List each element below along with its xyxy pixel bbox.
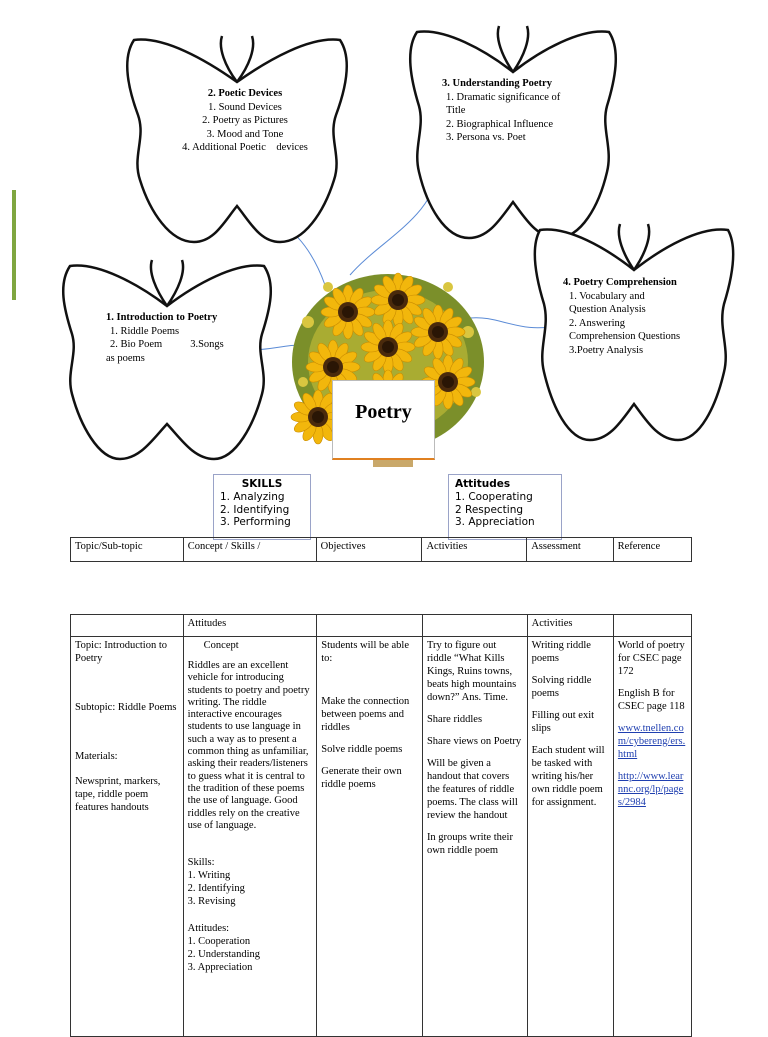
concept-title: Concept — [203, 640, 239, 651]
poetry-title-box — [332, 380, 435, 460]
concept-text: Riddles are an excellent vehicle for introducing students to poetry and poetry writing. The riddle interactive encourages students to use language in such a way as to present a common thing as unfamiliar, asking their readers/listeners to guess what it is central to the tradition of these poems the use of language. Good riddles rely on the creative use of language. — [187, 660, 310, 831]
skills-item: 1. Analyzing — [220, 490, 285, 503]
butterfly-item: 1. Sound Devices — [208, 101, 282, 113]
skill-item: 1. Writing — [187, 870, 231, 882]
reference-item: English B for CSEC page 118 — [617, 688, 685, 712]
skills-item: 3. Performing — [220, 516, 291, 529]
objective-item: Generate their own riddle poems — [321, 766, 402, 790]
assessment-cell — [527, 637, 613, 1037]
header-assessment: Assessment — [527, 538, 613, 562]
activity-item: Share riddles — [426, 714, 483, 725]
skill-item: 2. Identifying — [187, 883, 245, 895]
objective-item: Solve riddle poems — [321, 744, 403, 755]
butterfly-item: 1. Dramatic significance of — [446, 91, 561, 103]
activities-cell — [422, 637, 527, 1037]
butterfly-item: 3. Persona vs. Poet — [446, 132, 526, 143]
attitudes-item: 2 Respecting — [455, 503, 524, 516]
activity-item: Try to figure out riddle “What Kills Kings, Ruins towns, beats high mountains down?” Ans. Time. — [426, 640, 517, 703]
reference-link[interactable]: http://www.learnnc.org/lp/pages/2984 — [617, 771, 684, 808]
butterfly-item: 3.Poetry Analysis — [569, 344, 644, 356]
butterfly-item: 2. Biographical Influence — [446, 118, 553, 130]
butterfly-intro-poetry — [106, 311, 276, 365]
reference-link[interactable]: www.tnellen.com/cybereng/ers.html — [617, 723, 686, 760]
butterfly-understanding-poetry — [440, 77, 600, 145]
skills-item: 2. Identifying — [220, 503, 290, 516]
reference-item: World of poetry for CSEC page 172 — [617, 640, 685, 677]
butterfly-title: 4. Poetry Comprehension — [563, 277, 677, 288]
attitudes-box — [448, 474, 562, 540]
butterfly-item: 2. Bio Poem — [110, 339, 163, 350]
table-cell — [422, 615, 527, 637]
lesson-plan-table — [70, 614, 692, 1037]
butterfly-title: 2. Poetic Devices — [207, 88, 283, 99]
header-topic: Topic/Sub-topic — [71, 538, 184, 562]
header-concept: Concept / Skills / — [183, 538, 316, 562]
butterfly-item: Title — [446, 105, 466, 116]
skills-label: Skills: — [187, 857, 215, 869]
materials-label: Materials: — [75, 751, 118, 762]
header-reference: Reference — [613, 538, 691, 562]
assessment-item: Filling out exit slips — [531, 710, 595, 734]
header-objectives: Objectives — [316, 538, 422, 562]
table-cell: Activities — [527, 615, 613, 637]
objectives-cell — [317, 637, 423, 1037]
butterfly-item: Question Analysis — [569, 304, 646, 315]
objective-item: Students will be able to: — [321, 640, 410, 664]
assessment-item: Writing riddle poems — [531, 640, 591, 664]
butterfly-item: 4. Additional Poetic devices — [182, 142, 308, 153]
butterfly-item: 2. Poetry as Pictures — [202, 115, 288, 126]
butterfly-poetry-comprehension — [563, 276, 738, 357]
header-activities: Activities — [422, 538, 527, 562]
topic-cell — [71, 637, 184, 1037]
materials-text: Newsprint, markers, tape, riddle poem features handouts — [75, 776, 161, 813]
butterfly-item: 3.Songs — [190, 339, 224, 350]
butterfly-item: 3. Mood and Tone — [206, 128, 284, 140]
butterfly-title: 3. Understanding Poetry — [442, 78, 552, 89]
table-cell — [317, 615, 423, 637]
skills-box — [213, 474, 311, 540]
reference-cell — [613, 637, 691, 1037]
assessment-item: Solving riddle poems — [531, 675, 592, 699]
poetry-title: Poetry — [355, 401, 412, 423]
assessment-item: Each student will be tasked with writing his/her own riddle poem for assignment. — [531, 745, 605, 808]
table-cell — [613, 615, 691, 637]
activity-item: In groups write their own riddle poem — [426, 832, 513, 856]
skills-title: SKILLS — [241, 478, 283, 490]
butterfly-item: 1. Vocabulary and — [569, 290, 645, 302]
attitudes-item: 1. Cooperating — [455, 490, 533, 503]
butterfly-item: as poems — [106, 352, 145, 364]
lesson-plan-header-table — [70, 537, 692, 562]
butterfly-title: 1. Introduction to Poetry — [106, 312, 218, 323]
butterfly-item: 2. Answering — [569, 317, 625, 329]
attitude-item: 1. Cooperation — [187, 936, 251, 948]
attitudes-item: 3. Appreciation — [455, 516, 535, 529]
objective-item: Make the connection between poems and riddles — [321, 696, 410, 733]
activity-item: Will be given a handout that covers the features of riddle poems. The class will review the handout — [426, 758, 518, 821]
attitudes-title: Attitudes — [455, 478, 511, 490]
activity-item: Share views on Poetry — [426, 736, 522, 747]
attitude-item: 2. Understanding — [187, 949, 260, 961]
butterfly-item: 1. Riddle Poems — [110, 325, 180, 337]
table-cell: Attitudes — [183, 615, 317, 637]
skill-item: 3. Revising — [187, 896, 236, 908]
concept-cell — [183, 637, 317, 1037]
attitudes-label: Attitudes: — [187, 923, 230, 935]
subtopic-text: Subtopic: Riddle Poems — [75, 702, 177, 713]
topic-text: Topic: Introduction to Poetry — [75, 640, 167, 664]
attitude-item: 3. Appreciation — [187, 962, 253, 974]
butterfly-item: Comprehension Questions — [569, 331, 681, 342]
table-cell — [71, 615, 184, 637]
butterfly-poetic-devices — [160, 87, 330, 155]
